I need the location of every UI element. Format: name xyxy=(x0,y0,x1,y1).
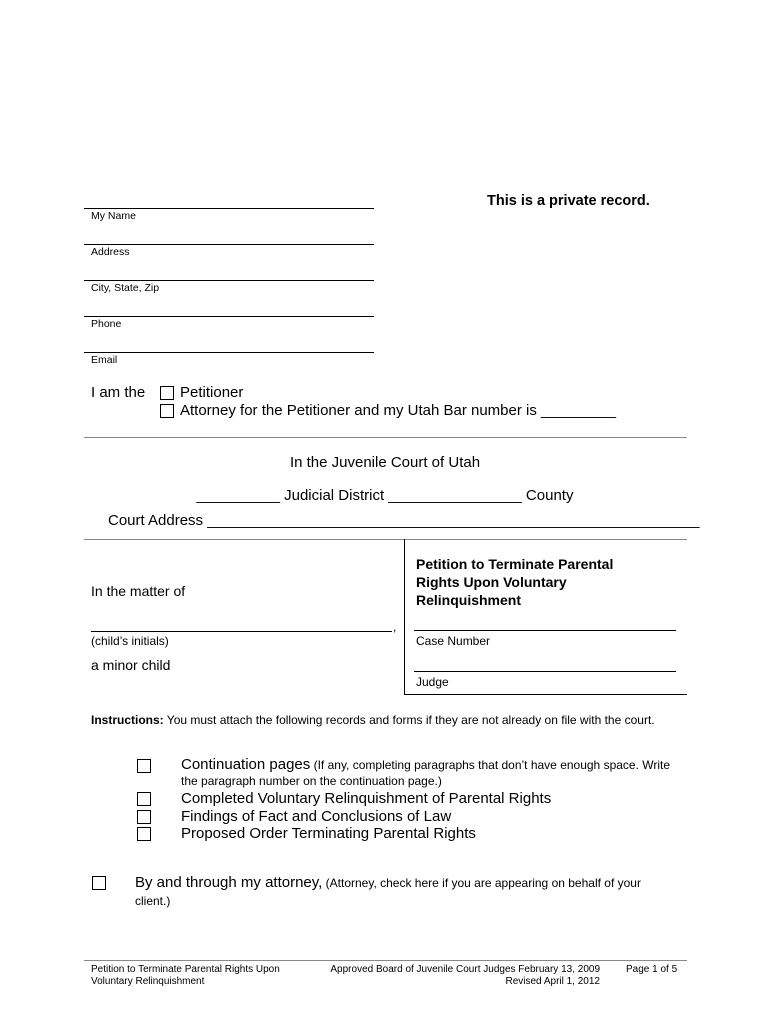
district-line[interactable]: __________ Judicial District ________________ County xyxy=(196,487,574,504)
judge-label: Judge xyxy=(416,675,449,689)
continuation-note: (If any, completing paragraphs that don’t have enough space. Write the paragraph number on the continuation page.) xyxy=(181,758,671,788)
private-record-notice: This is a private record. xyxy=(487,193,650,209)
judge-line[interactable] xyxy=(414,671,676,672)
attorney-checkbox[interactable] xyxy=(160,404,174,418)
instructions xyxy=(91,712,661,728)
role-prefix: I am the xyxy=(91,384,146,401)
section-divider xyxy=(84,437,687,438)
childs-initials-label: (child’s initials) xyxy=(91,634,169,648)
caption-comma: , xyxy=(393,620,397,634)
proposed-order-label: Proposed Order Terminating Parental Rights xyxy=(181,825,476,842)
footer-approval xyxy=(326,964,600,988)
address-label: Address xyxy=(91,246,130,258)
petitioner-checkbox[interactable] xyxy=(160,386,174,400)
city-label: City, State, Zip xyxy=(91,282,160,294)
address-line[interactable] xyxy=(84,244,374,245)
case-number-label: Case Number xyxy=(416,634,491,648)
court-name: In the Juvenile Court of Utah xyxy=(289,454,481,471)
caption-top-rule xyxy=(84,539,687,540)
minor-child-label: a minor child xyxy=(91,657,171,673)
footer-page-number: Page 1 of 5 xyxy=(626,964,678,975)
petition-title: Petition to Terminate Parental Rights Upon Voluntary Relinquishment xyxy=(416,556,614,608)
attorney-representation xyxy=(135,874,675,910)
name-line[interactable] xyxy=(84,208,374,209)
attorney-label: Attorney for the Petitioner and my Utah Bar number is _________ xyxy=(180,402,617,419)
phone-label: Phone xyxy=(91,318,122,330)
childs-initials-line[interactable] xyxy=(91,631,392,632)
email-line[interactable] xyxy=(84,352,374,353)
continuation-label: Continuation pages xyxy=(181,756,311,773)
proposed-order-checkbox[interactable] xyxy=(137,827,151,841)
instructions-heading: Instructions: xyxy=(91,713,164,727)
relinquishment-checkbox[interactable] xyxy=(137,792,151,806)
phone-line[interactable] xyxy=(84,316,374,317)
findings-checkbox[interactable] xyxy=(137,810,151,824)
petitioner-label: Petitioner xyxy=(180,384,244,401)
attorney-representation-note: (Attorney, check here if you are appearing on behalf of your client.) xyxy=(135,876,641,908)
findings-label: Findings of Fact and Conclusions of Law xyxy=(181,808,452,825)
footer-revised: Revised April 1, 2012 xyxy=(505,976,600,987)
footer-approved: Approved Board of Juvenile Court Judges February 13, 2009 xyxy=(330,964,600,975)
court-address-line[interactable]: Court Address ___________________________________________________________ xyxy=(108,512,700,529)
footer-title-line2: Voluntary Relinquishment xyxy=(91,976,205,987)
caption-bottom-rule xyxy=(404,694,687,695)
city-line[interactable] xyxy=(84,280,374,281)
email-label: Email xyxy=(91,354,118,366)
name-label: My Name xyxy=(91,210,136,222)
instructions-text: You must attach the following records and forms if they are not already on file with the court. xyxy=(163,713,655,727)
attorney-representation-checkbox[interactable] xyxy=(92,876,106,890)
caption-divider xyxy=(404,539,405,694)
case-number-line[interactable] xyxy=(414,630,676,631)
continuation-checkbox[interactable] xyxy=(137,759,151,773)
relinquishment-label: Completed Voluntary Relinquishment of Parental Rights xyxy=(181,790,552,807)
matter-label: In the matter of xyxy=(91,583,186,599)
attorney-representation-label: By and through my attorney, xyxy=(135,874,323,891)
footer-title-line1: Petition to Terminate Parental Rights Upon xyxy=(91,964,280,975)
footer-rule xyxy=(84,960,687,961)
continuation-item xyxy=(181,757,671,789)
footer-form-title xyxy=(91,964,280,988)
